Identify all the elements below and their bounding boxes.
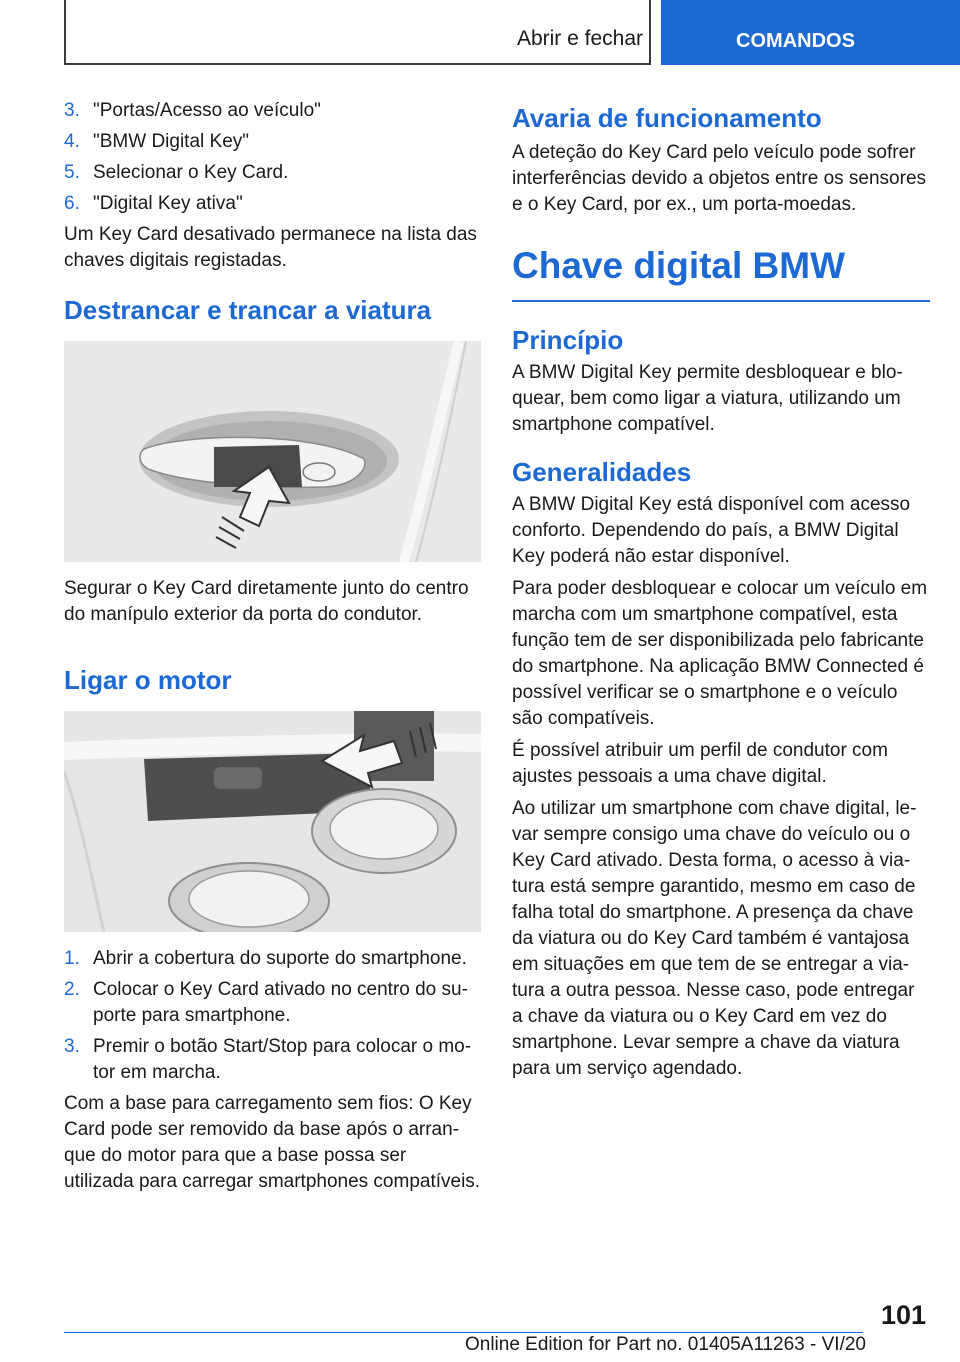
smartphone-holder-image: [64, 711, 481, 932]
wireless-charging-note: Com a base para carregamento sem fios: O Key Card pode ser removido da base após o arranque do motor para que a base possa ser utilizada para carregar smartphones compatíveis.: [64, 1093, 481, 1192]
unlock-instruction: Segurar o Key Card diretamente junto do centro do manípulo exterior da porta do condutor.: [64, 578, 469, 625]
list-item: [64, 1034, 481, 1086]
header-section-title: Abrir e fechar: [516, 27, 643, 50]
step-number: 4.: [64, 131, 80, 152]
general-paragraph-4: Ao utilizar um smartphone com chave digital, levar sempre consigo uma chave do veículo ou o Key Card ativado. Desta forma, o acesso à viatura está sempre garantido, mesmo em caso de falha total do smartphone. A presença da chave da viatura ou do Key Card também é vantajosa em situações em que tem de se entregar a viatura a outra pessoa. Nesse caso, pode entregar a chave da viatura ou o Key Card em vez do smartphone. Levar sempre a chave da viatura para um serviço agendado.: [512, 798, 917, 1079]
step-text: Colocar o Key Card ativado no centro do suporte para smartphone.: [93, 979, 468, 1026]
step-text: "BMW Digital Key": [93, 131, 250, 152]
list-item: [64, 98, 481, 124]
door-handle-illustration: [64, 341, 481, 562]
step-text: Abrir a cobertura do suporte do smartphone.: [93, 948, 467, 969]
step-number: 6.: [64, 193, 80, 214]
step-text: Selecionar o Key Card.: [93, 162, 289, 183]
heading-engine: Ligar o motor: [64, 665, 232, 695]
heading-fault: Avaria de funcionamento: [512, 103, 822, 133]
heading-unlock: Destrancar e trancar a viatura: [64, 295, 432, 325]
principle-text: A BMW Digital Key permite desbloquear e bloquear, bem como ligar a viatura, utilizando um smartphone compatível.: [512, 362, 903, 435]
step-text: "Portas/Acesso ao veículo": [93, 100, 321, 121]
heading-rule: [512, 300, 930, 302]
list-item: [64, 160, 481, 186]
step-number: 3.: [64, 1036, 80, 1057]
header-chapter-label: COMANDOS: [736, 30, 855, 52]
page-number: 101: [880, 1300, 926, 1330]
fault-description: A deteção do Key Card pelo veículo pode sofrer interferências devido a objetos entre os sensores e o Key Card, por ex., um porta-moedas.: [512, 142, 927, 215]
list-item: [64, 946, 481, 972]
door-handle-image: [64, 341, 481, 562]
step-text: "Digital Key ativa": [93, 193, 243, 214]
heading-general: Generalidades: [512, 457, 692, 487]
list-item: [64, 977, 481, 1029]
header-chapter-tab[interactable]: [661, 0, 960, 65]
heading-principle: Princípio: [512, 325, 624, 355]
right-column: [512, 98, 930, 1088]
smartphone-holder-illustration: [64, 711, 481, 932]
deactivated-note: Um Key Card desativado permanece na lista das chaves digitais registadas.: [64, 224, 477, 271]
step-number: 1.: [64, 948, 80, 969]
footer-edition: Online Edition for Part no. 01405A11263 - VI/20: [464, 1334, 866, 1355]
general-paragraph-3: É possível atribuir um perfil de condutor com ajustes pessoais a uma chave digital.: [512, 740, 888, 787]
heading-bmw-digital-key: Chave digital BMW: [512, 245, 846, 286]
left-column: [64, 98, 481, 1201]
list-item: [64, 191, 481, 217]
step-number: 3.: [64, 100, 80, 121]
list-item: [64, 129, 481, 155]
step-text: Premir o botão Start/Stop para colocar o motor em marcha.: [93, 1036, 472, 1083]
general-paragraph-1: A BMW Digital Key está disponível com acesso conforto. Dependendo do país, a BMW Digital Key poderá não estar disponível.: [512, 494, 911, 567]
step-number: 2.: [64, 979, 80, 1000]
header-divider-right: [649, 0, 651, 65]
header-divider-left: [64, 0, 66, 65]
general-paragraph-2: Para poder desbloquear e colocar um veículo em marcha com um smartphone compatível, esta função tem de ser disponibilizada pelo fabricante do smartphone. Na aplicação BMW Connected é possível verificar se o smartphone e o veículo são compatíveis.: [512, 578, 928, 729]
header-divider-bottom: [64, 63, 651, 65]
footer-rule: [64, 1332, 863, 1333]
step-number: 5.: [64, 162, 80, 183]
